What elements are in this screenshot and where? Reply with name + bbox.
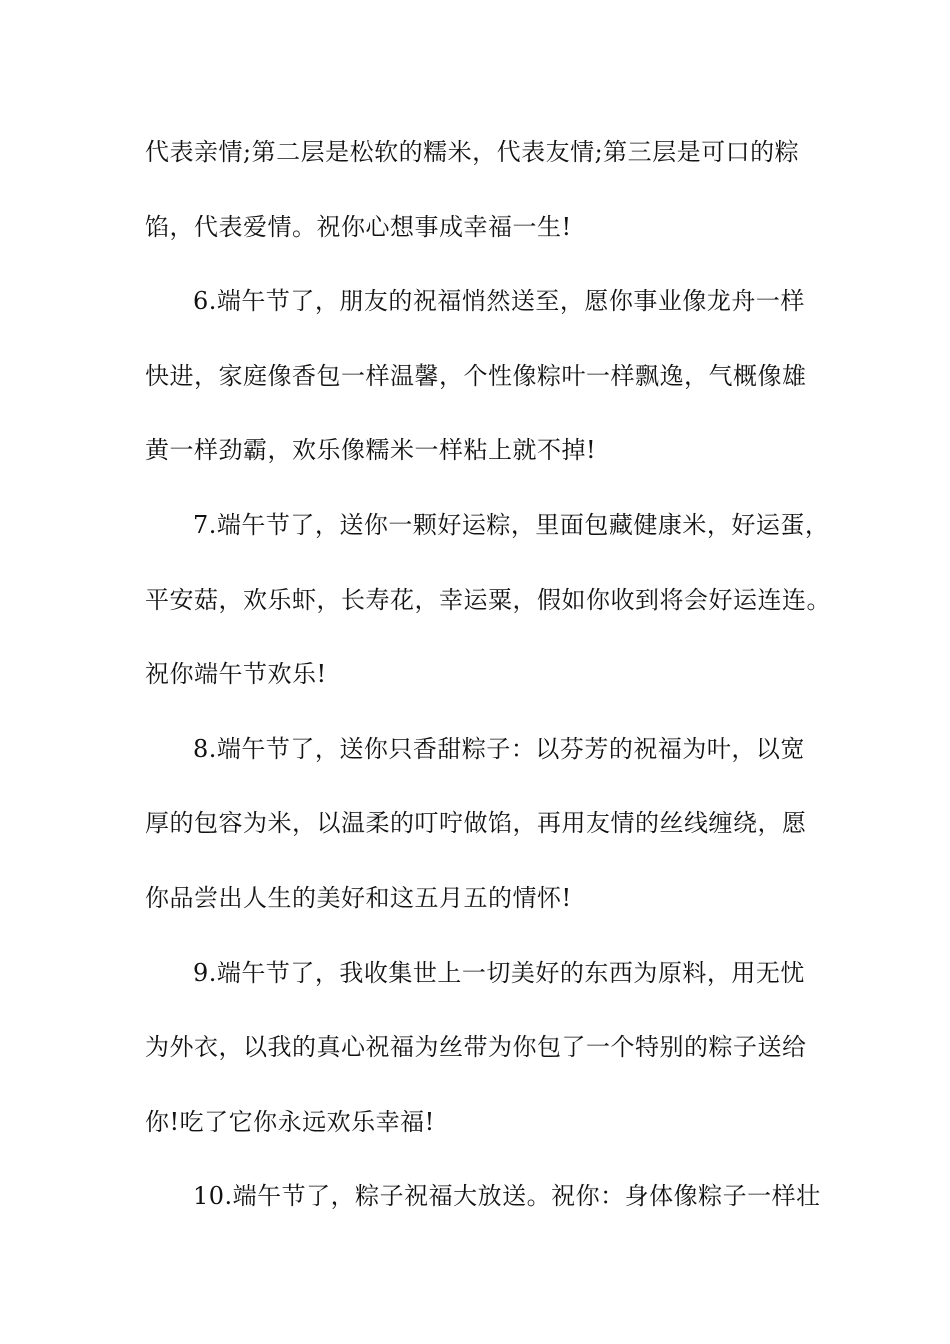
text-line: 你品尝出人生的美好和这五月五的情怀! (145, 884, 572, 912)
text-line: 平安菇，欢乐虾，长寿花，幸运粟，假如你收到将会好运连连。 (145, 586, 831, 614)
paragraph-9-start: 9.端午节了，我收集世上一切美好的东西为原料，用无忧 (193, 959, 805, 987)
text-line: 快进，家庭像香包一样温馨，个性像粽叶一样飘逸，气概像雄 (145, 362, 807, 390)
paragraph-8-start: 8.端午节了，送你只香甜粽子：以芬芳的祝福为叶，以宽 (193, 735, 805, 763)
text-line: 馅，代表爱情。祝你心想事成幸福一生! (145, 213, 572, 241)
paragraph-7-start: 7.端午节了，送你一颗好运粽，里面包藏健康米，好运蛋， (193, 511, 830, 539)
text-line: 黄一样劲霸，欢乐像糯米一样粘上就不掉! (145, 436, 597, 464)
paragraph-10-start: 10.端午节了，粽子祝福大放送。祝你：身体像粽子一样壮 (193, 1182, 821, 1210)
text-line: 你!吃了它你永远欢乐幸福! (145, 1108, 435, 1136)
text-line: 为外衣，以我的真心祝福为丝带为你包了一个特别的粽子送给 (145, 1033, 807, 1061)
text-line: 祝你端午节欢乐! (145, 660, 327, 688)
text-line: 代表亲情;第二层是松软的糯米，代表友情;第三层是可口的粽 (145, 138, 800, 166)
paragraph-6-start: 6.端午节了，朋友的祝福悄然送至，愿你事业像龙舟一样 (193, 287, 805, 315)
text-line: 厚的包容为米，以温柔的叮咛做馅，再用友情的丝线缠绕，愿 (145, 809, 807, 837)
